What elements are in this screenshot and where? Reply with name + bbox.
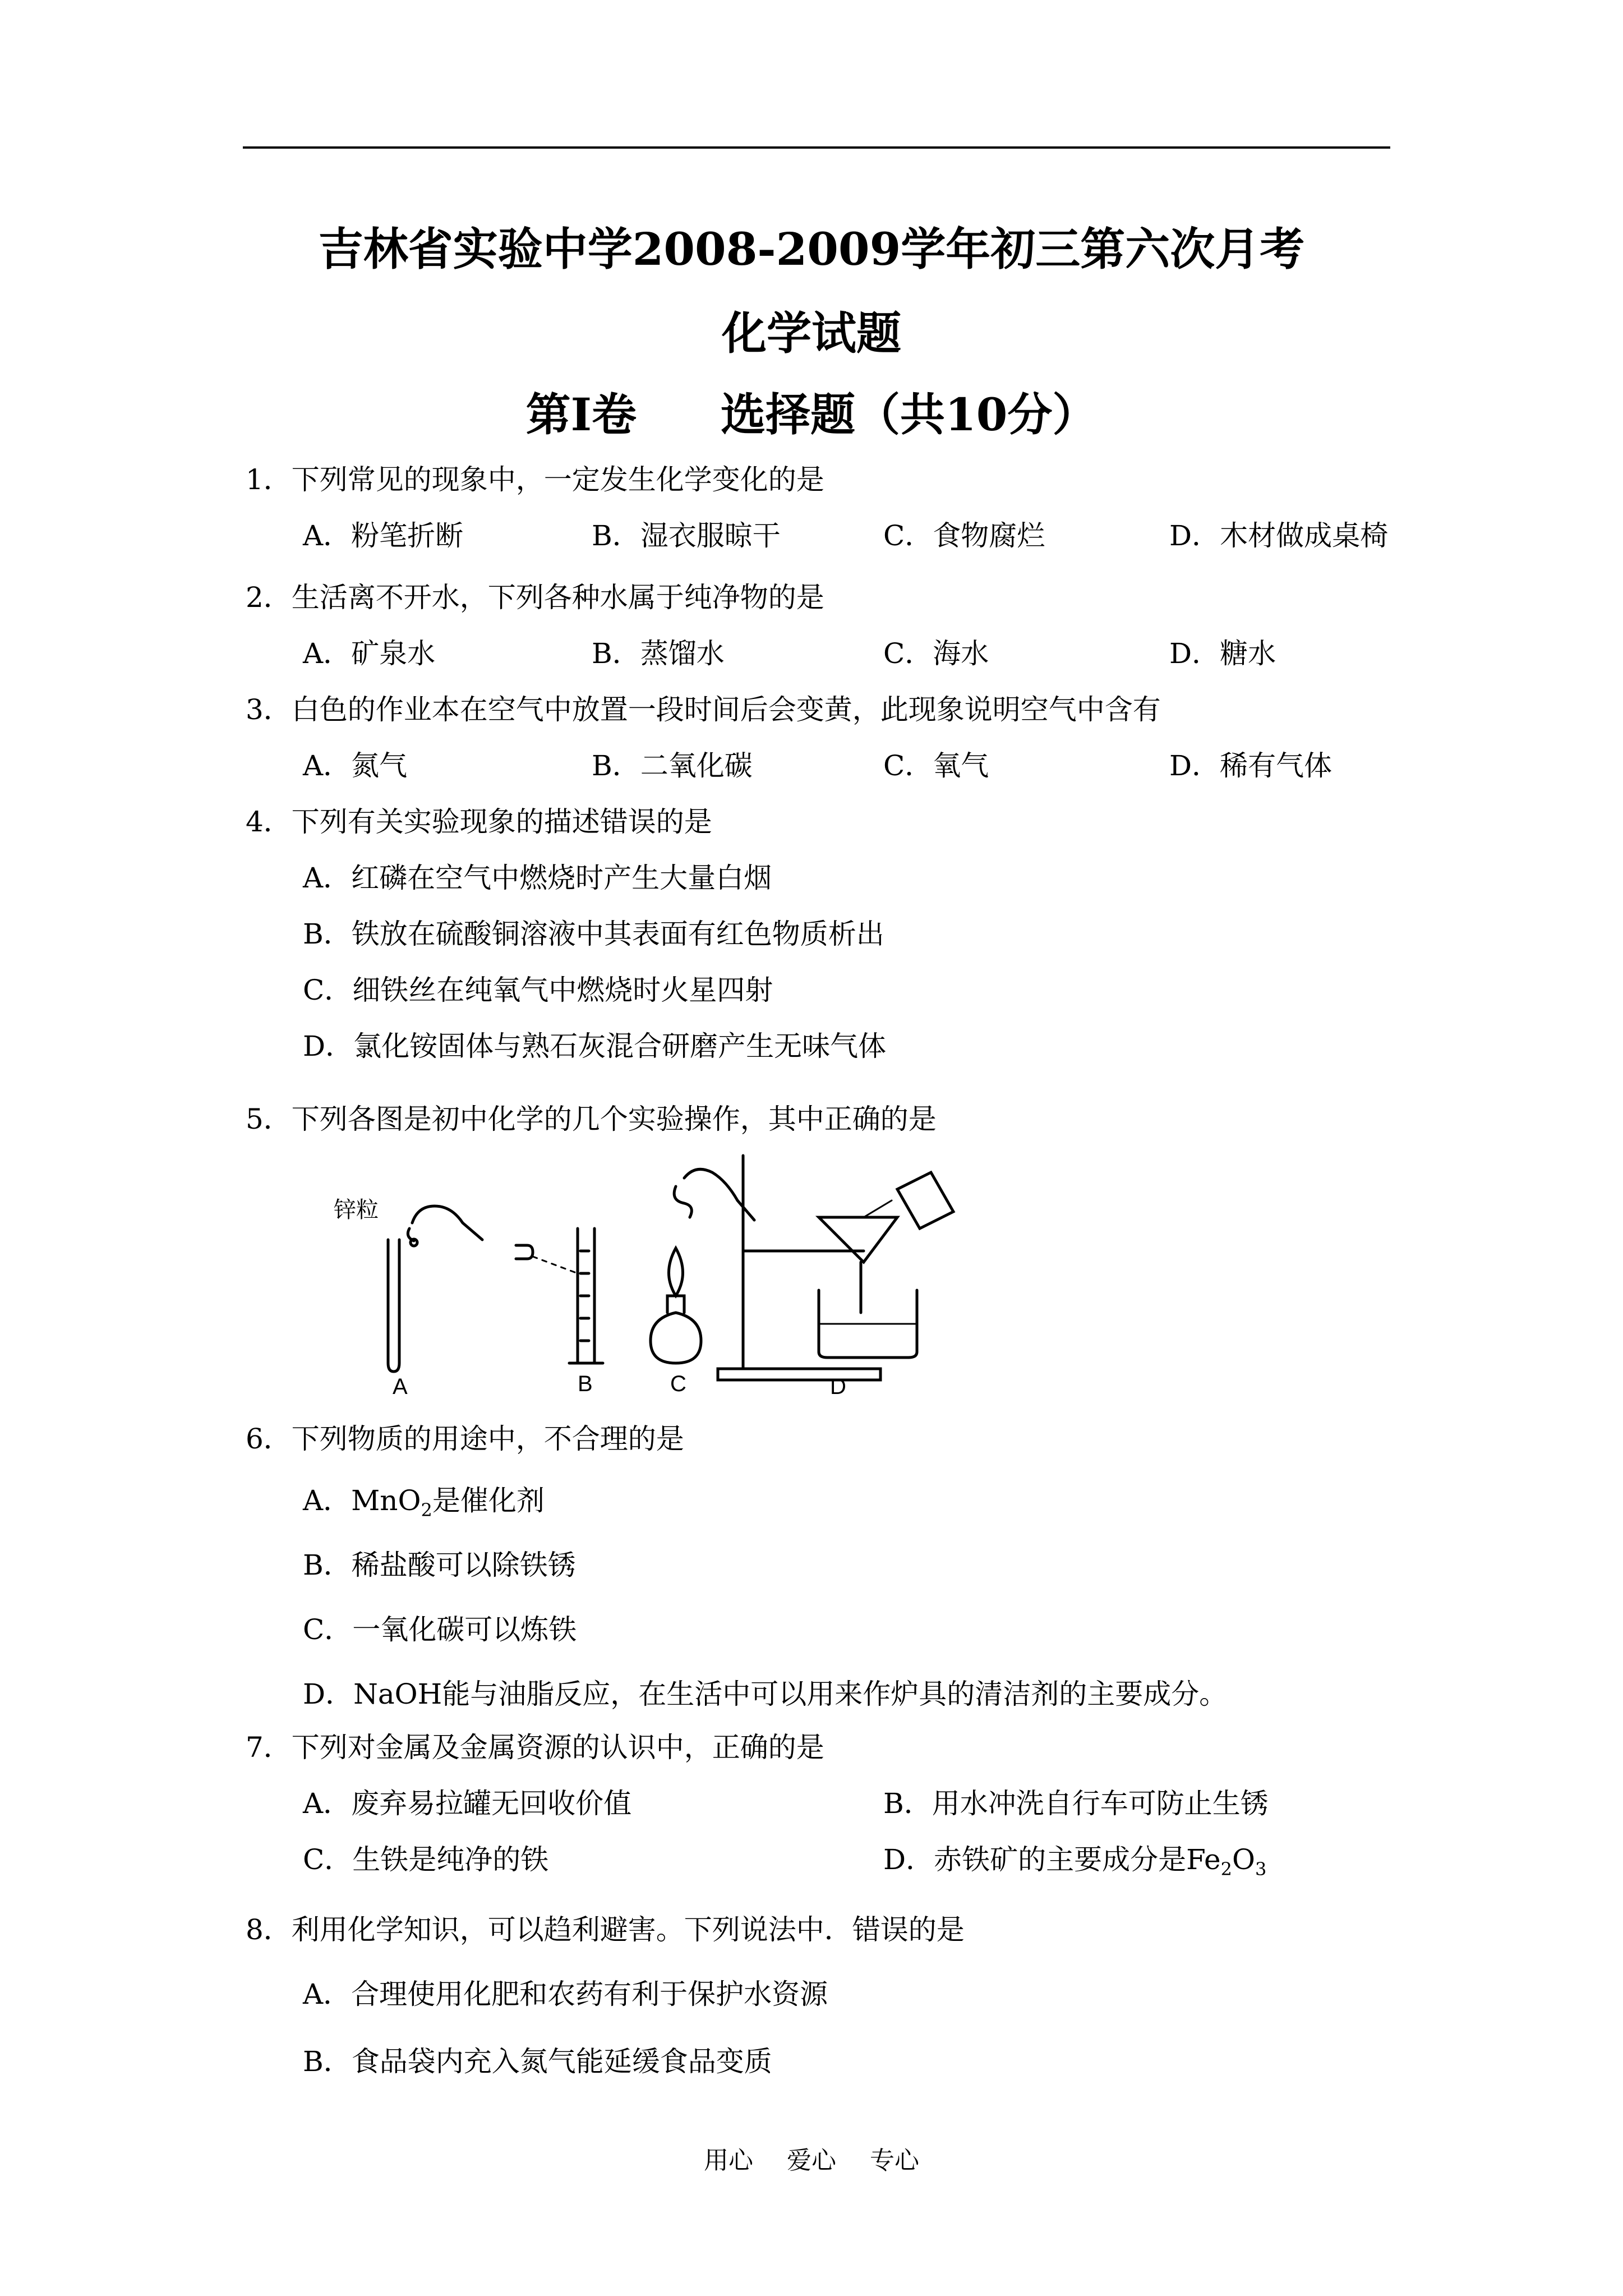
figure-a-test-tube [388, 1206, 482, 1372]
question-8-stem: 8．利用化学知识，可以趋利避害。下列说法中．错误的是 [246, 1913, 965, 1946]
question-6-stem: 6．下列物质的用途中，不合理的是 [246, 1423, 684, 1455]
question-5-stem: 5．下列各图是初中化学的几个实验操作，其中正确的是 [246, 1103, 937, 1135]
section-part: 第Ⅰ卷 [525, 388, 637, 441]
question-3-stem: 3．白色的作业本在空气中放置一段时间后会变黄，此现象说明空气中含有 [246, 693, 1161, 726]
exam-subtitle: 化学试题 [722, 307, 901, 360]
q7-option-d [883, 1837, 1266, 1880]
q4-option-a: A．红磷在空气中燃烧时产生大量白烟 [303, 862, 772, 894]
figure-b-cylinder [516, 1228, 603, 1363]
section-name: 选择题（共10分） [721, 388, 1098, 441]
question-1-stem: 1．下列常见的现象中，一定发生化学变化的是 [246, 463, 824, 496]
footer-word-2: 爱心 [787, 2146, 836, 2175]
q8-option-b: B．食品袋内充入氮气能延缓食品变质 [303, 2045, 772, 2078]
figure-d-filtration [718, 1156, 953, 1380]
lab-operations-figure [325, 1144, 998, 1397]
q6-option-a-text: 是催化剂 [432, 1484, 545, 1517]
q2-option-d: D．糖水 [1169, 637, 1276, 670]
q6-option-d: D．NaOH能与油脂反应，在生活中可以用来作炉具的清洁剂的主要成分。 [303, 1678, 1228, 1710]
q6-option-a-subscript: 2 [421, 1499, 432, 1521]
figure-label-b: B [578, 1372, 593, 1396]
q2-option-b: B．蒸馏水 [592, 637, 725, 670]
zinc-label: 锌粒 [334, 1198, 379, 1222]
q7-option-d-sub2: 3 [1255, 1858, 1267, 1880]
q6-option-a [303, 1478, 545, 1521]
q2-option-c: C．海水 [883, 637, 989, 670]
q4-option-b: B．铁放在硫酸铜溶液中其表面有红色物质析出 [303, 918, 884, 950]
question-2-stem: 2．生活离不开水，下列各种水属于纯净物的是 [246, 581, 824, 614]
q3-option-b: B．二氧化碳 [592, 749, 753, 782]
q1-option-b: B．湿衣服晾干 [592, 519, 781, 552]
q7-option-d-text: D．赤铁矿的主要成分是Fe [883, 1843, 1221, 1876]
q3-option-a: A．氮气 [303, 749, 408, 782]
q7-option-d-mid: O [1232, 1843, 1255, 1876]
q7-option-b: B．用水冲洗自行车可防止生锈 [883, 1787, 1269, 1820]
page-footer [0, 2140, 1623, 2176]
footer-word-3: 专心 [870, 2146, 919, 2175]
q7-option-a: A．废弃易拉罐无回收价值 [303, 1787, 632, 1820]
footer-word-1: 用心 [704, 2146, 753, 2175]
figure-label-c: C [670, 1372, 686, 1396]
q4-option-d: D．氯化铵固体与熟石灰混合研磨产生无味气体 [303, 1030, 887, 1062]
q4-option-c: C．细铁丝在纯氧气中燃烧时火星四射 [303, 974, 773, 1006]
figure-c-alcohol-lamp [651, 1169, 754, 1363]
q3-option-c: C．氧气 [883, 749, 989, 782]
q3-option-d: D．稀有气体 [1169, 749, 1332, 782]
q1-option-a: A．粉笔折断 [303, 519, 464, 552]
question-7-stem: 7．下列对金属及金属资源的认识中，正确的是 [246, 1731, 824, 1764]
q2-option-a: A．矿泉水 [303, 637, 436, 670]
q7-option-c: C．生铁是纯净的铁 [303, 1843, 549, 1876]
q1-option-c: C．食物腐烂 [883, 519, 1045, 552]
figure-label-d: D [830, 1374, 846, 1397]
q6-option-b: B．稀盐酸可以除铁锈 [303, 1549, 576, 1581]
header-rule [243, 146, 1390, 149]
q7-option-d-sub1: 2 [1220, 1858, 1232, 1880]
q6-option-c: C．一氧化碳可以炼铁 [303, 1613, 577, 1646]
q8-option-a: A．合理使用化肥和农药有利于保护水资源 [303, 1978, 828, 2010]
figure-label-a: A [393, 1374, 408, 1397]
question-4-stem: 4．下列有关实验现象的描述错误的是 [246, 806, 712, 838]
section-heading [0, 379, 1623, 443]
q6-option-a-formula: A．MnO [303, 1484, 421, 1517]
q1-option-d: D．木材做成桌椅 [1169, 519, 1389, 552]
exam-title: 吉林省实验中学2008-2009学年初三第六次月考 [318, 223, 1305, 275]
